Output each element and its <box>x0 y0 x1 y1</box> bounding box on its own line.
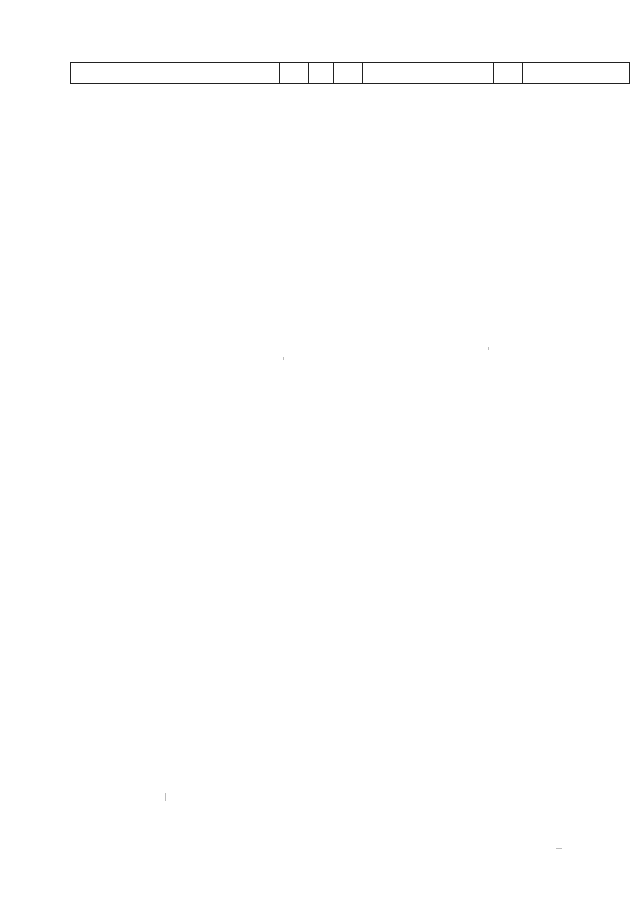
column-header-2 <box>280 63 309 84</box>
column-header-5 <box>363 63 494 84</box>
scan-speck <box>488 347 489 350</box>
column-header-3 <box>309 63 334 84</box>
column-header-6 <box>494 63 523 84</box>
scan-speck <box>556 848 562 849</box>
scan-speck <box>165 793 166 801</box>
column-header-4 <box>334 63 363 84</box>
column-header-7 <box>523 63 630 84</box>
column-header-1 <box>71 63 280 84</box>
column-header-row <box>70 62 630 84</box>
scan-speck <box>283 357 284 360</box>
